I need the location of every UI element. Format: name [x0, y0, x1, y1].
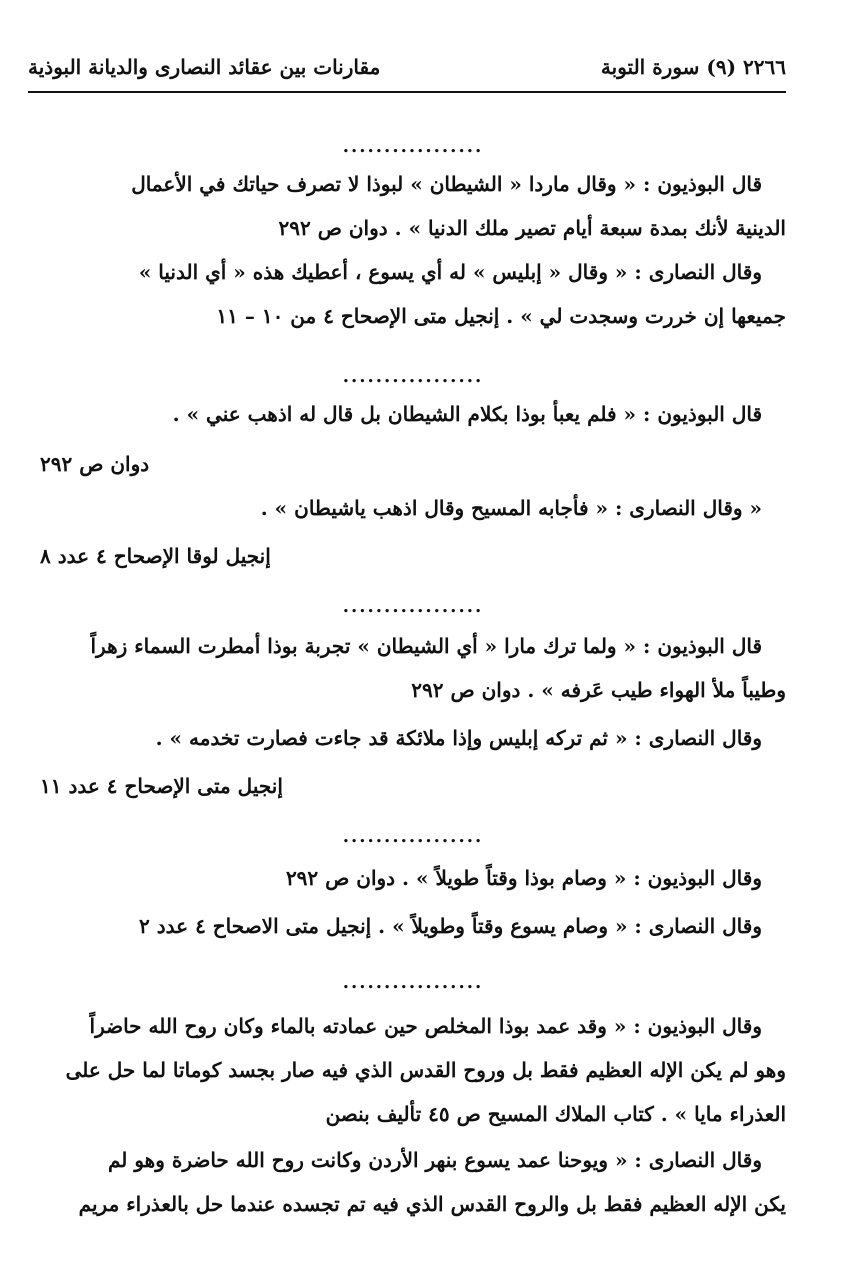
text-line: وقال النصارى : « ويوحنا عمد يسوع بنهر الأردن وكانت روح الله حاضرة وهو لم: [107, 1148, 762, 1172]
text-line: وقال النصارى : « وقال « إبليس » له أي يسوع ، أعطيك هذه « أي الدنيا »: [138, 260, 762, 284]
header-rule: [28, 91, 786, 93]
text-line: « وقال النصارى : « فأجابه المسيح وقال اذهب ياشيطان » .: [260, 496, 762, 520]
text-line: يكن الإله العظيم فقط بل والروح القدس الذي فيه تم تجسده عندما حل بالعذراء مريم: [78, 1192, 786, 1216]
text-line: الدينية لأنك بمدة سبعة أيام تصير ملك الدنيا » . دوان ص ٢٩٢: [278, 216, 786, 240]
page-header: [28, 44, 786, 90]
text-line: قال البوذيون : « ولما ترك مارا « أي الشيطان » تجربة بوذا أمطرت السماء زهراً: [90, 634, 762, 658]
running-title: مقارنات بين عقائد النصارى والديانة البوذية: [28, 55, 381, 79]
text-line: العذراء مايا » . كتاب الملاك المسيح ص ٤٥ تأليف بنصن: [325, 1102, 786, 1126]
text-line: وطيباً ملأ الهواء طيب عَرفه » . دوان ص ٢٩٢: [411, 678, 786, 702]
text-line: وقال البوذيون : « وقد عمد بوذا المخلص حين عمادته بالماء وكان روح الله حاضراً: [89, 1014, 762, 1038]
page-number: ٢٢٦٦: [743, 55, 786, 79]
page-body: [40, 130, 786, 1270]
text-line: وقال النصارى : « ثم تركه إبليس وإذا ملائكة قد جاءت فصارت تخدمه » .: [155, 726, 762, 750]
text-line: وقال البوذيون : « وصام بوذا وقتاً طويلاً » . دوان ص ٢٩٢: [285, 866, 762, 890]
surah-label: (٩) سورة التوبة: [600, 55, 737, 79]
text-line: دوان ص ٢٩٢: [40, 452, 150, 476]
text-line: قال البوذيون : « فلم يعبأ بوذا بكلام الشيطان بل قال له اذهب عني » .: [172, 402, 762, 426]
text-line: إنجيل متى الإصحاح ٤ عدد ١١: [40, 774, 283, 798]
text-line: جميعها إن خررت وسجدت لي » . إنجيل متى الإصحاح ٤ من ١٠ – ١١: [216, 304, 786, 328]
section-separator: .................: [342, 826, 484, 847]
section-separator: .................: [342, 596, 484, 617]
page-number-and-surah: [601, 55, 786, 79]
text-line: وهو لم يكن الإله العظيم فقط بل وروح القدس الذي فيه صار بجسد كوماتا لما حل على: [65, 1058, 786, 1082]
section-separator: .................: [342, 136, 484, 157]
text-line: وقال النصارى : « وصام يسوع وقتاً وطويلاً » . إنجيل متى الاصحاح ٤ عدد ٢: [139, 914, 762, 938]
section-separator: .................: [342, 972, 484, 993]
section-separator: .................: [342, 366, 484, 387]
text-line: إنجيل لوقا الإصحاح ٤ عدد ٨: [40, 544, 271, 568]
text-line: قال البوذيون : « وقال ماردا « الشيطان » لبوذا لا تصرف حياتك في الأعمال: [131, 172, 762, 196]
